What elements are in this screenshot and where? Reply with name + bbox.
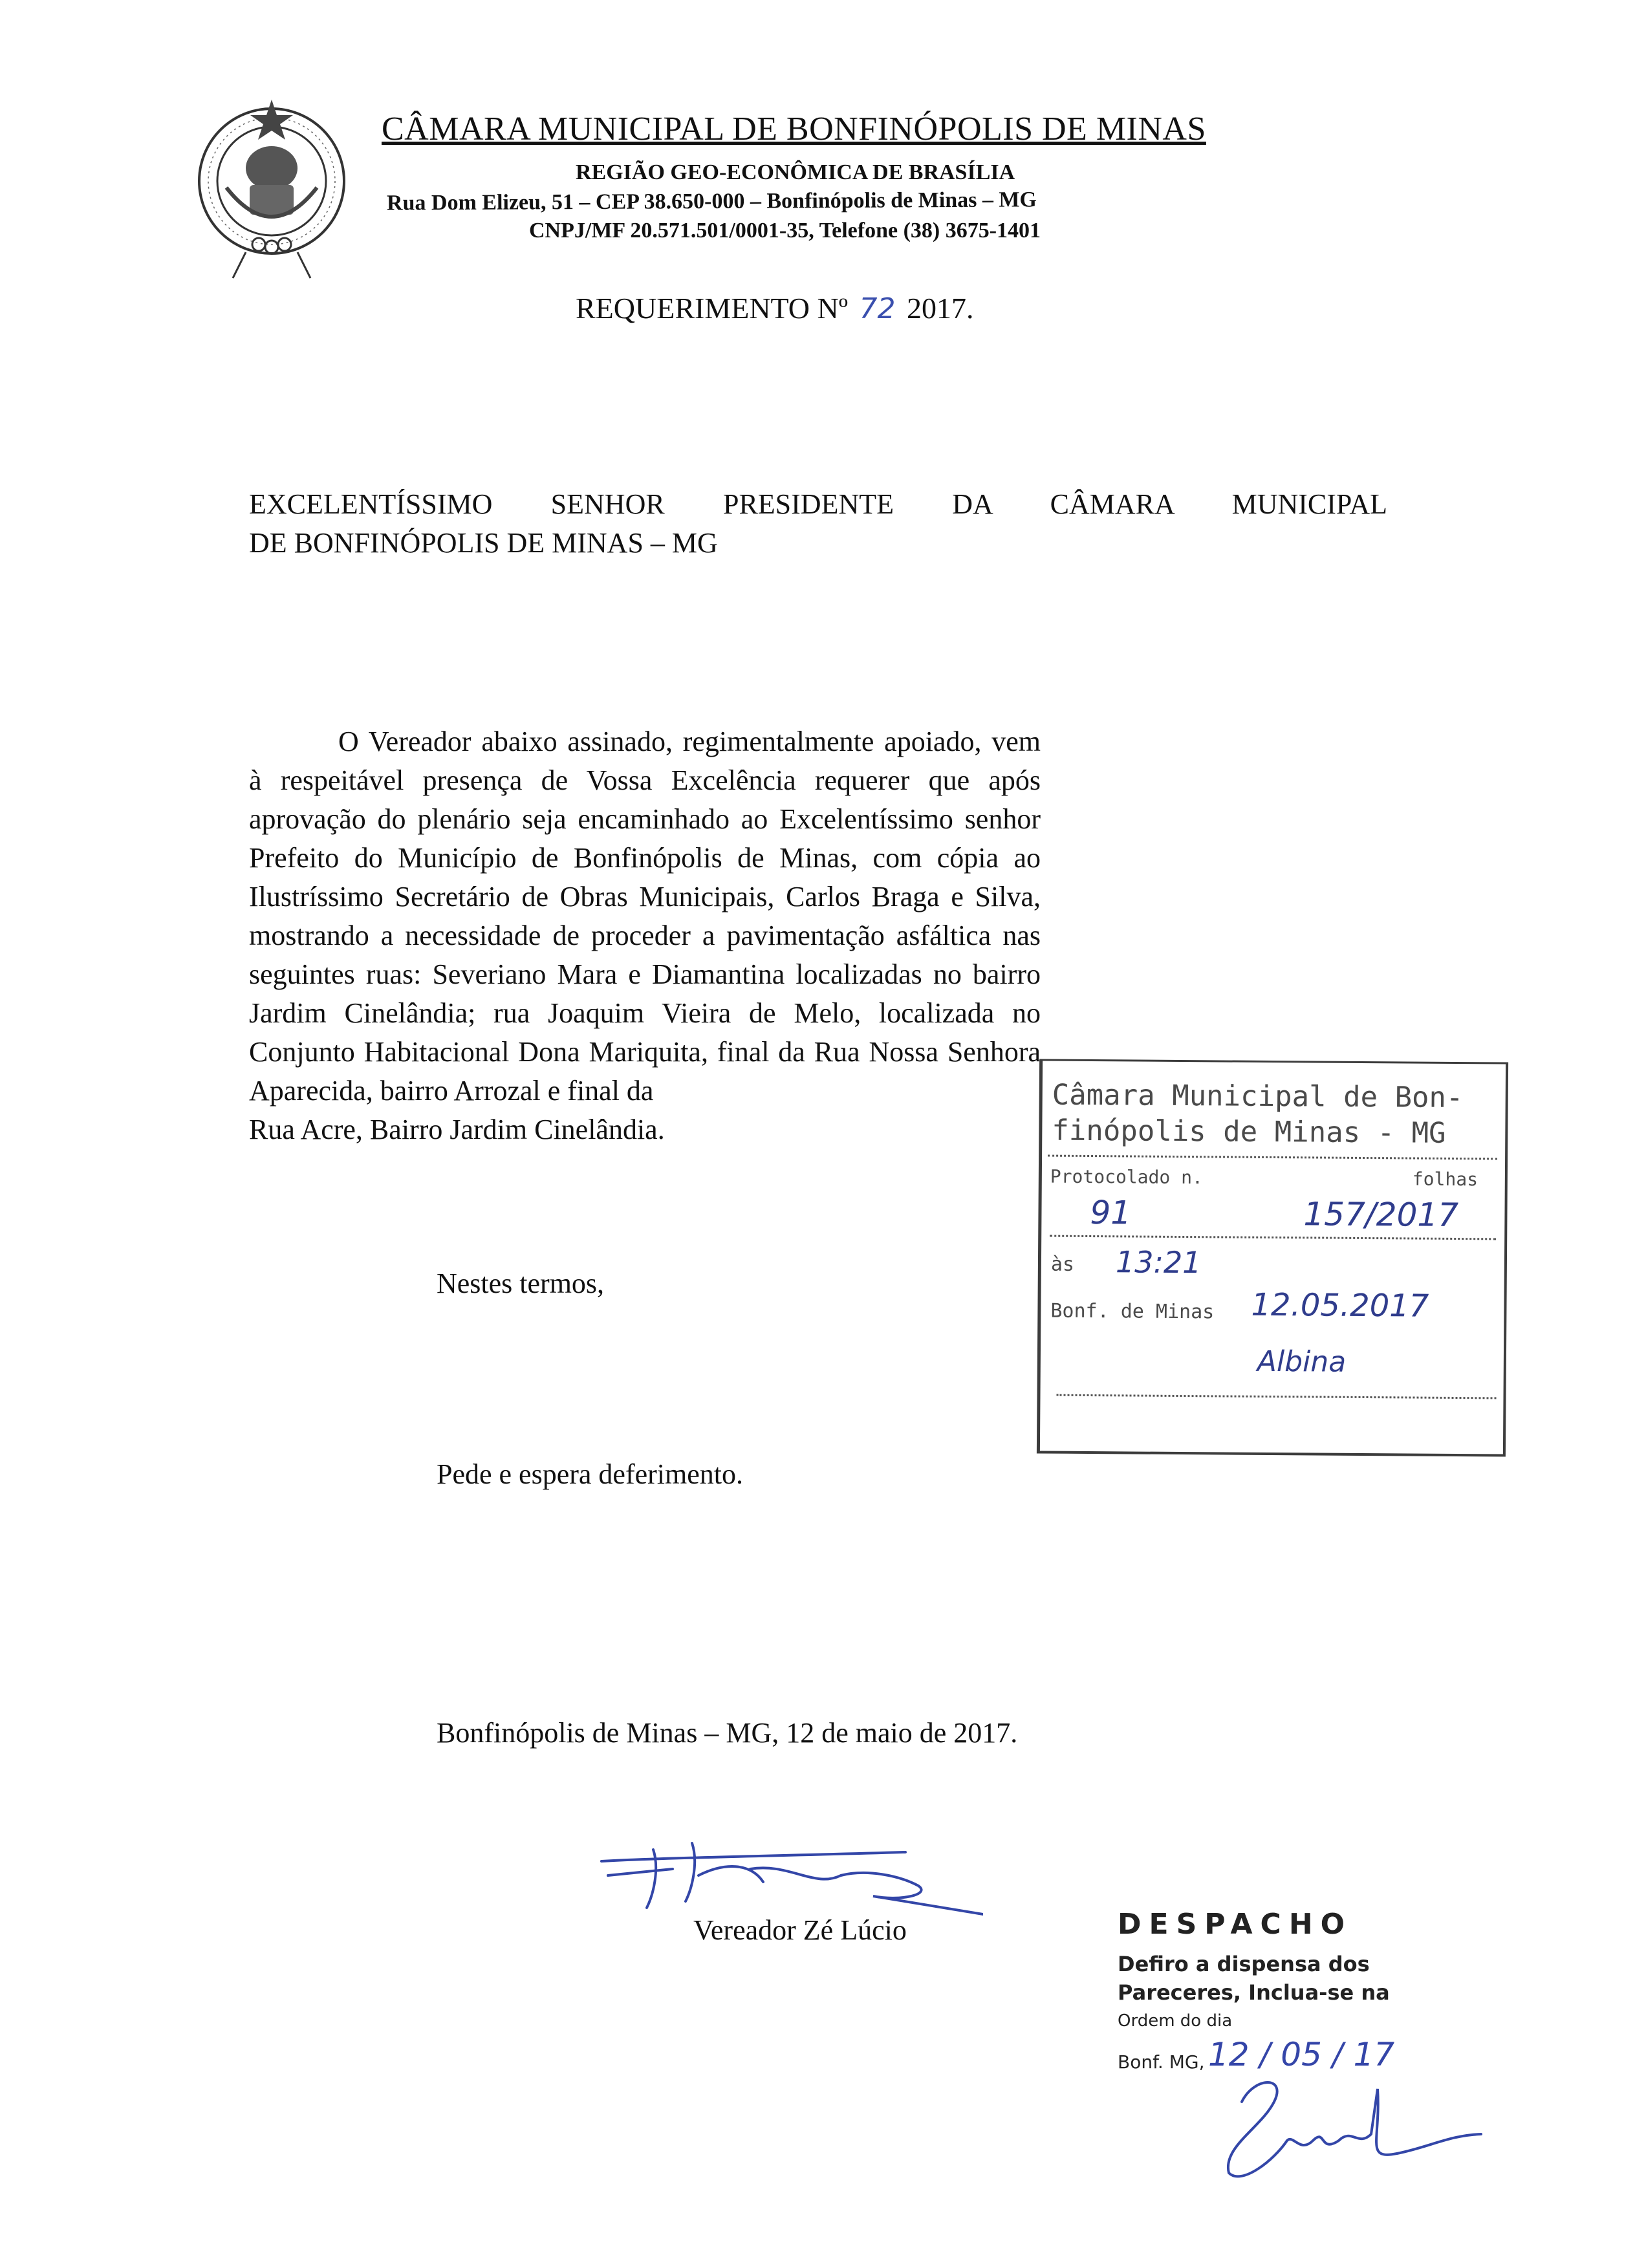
stamp-folhas-label: folhas	[1412, 1168, 1478, 1191]
closing-line-1: Nestes termos,	[437, 1268, 605, 1299]
organization-cnpj-phone: CNPJ/MF 20.571.501/0001-35, Telefone (38) 3675-1401	[529, 219, 1041, 243]
protocol-stamp	[1037, 1059, 1508, 1456]
stamp-pages: 157/2017	[1303, 1195, 1459, 1235]
addressee-line-2: DE BONFINÓPOLIS DE MINAS – MG	[249, 527, 718, 559]
despacho-date-label: Bonf. MG,	[1118, 2051, 1205, 2073]
request-number: 72	[859, 292, 896, 325]
organization-name: CÂMARA MUNICIPAL DE BONFINÓPOLIS DE MINAS	[382, 111, 1206, 147]
closing-line-2: Pede e espera deferimento.	[437, 1458, 743, 1490]
petition-last-line: Rua Acre, Bairro Jardim Cinelândia.	[249, 1114, 665, 1145]
stamp-protocol-label: Protocolado n.	[1050, 1165, 1203, 1189]
organization-address: Rua Dom Elizeu, 51 – CEP 38.650-000 – Bonfinópolis de Minas – MG	[386, 188, 1037, 215]
signer-name: Vereador Zé Lúcio	[693, 1914, 907, 1946]
despacho-title: DESPACHO	[1118, 1908, 1353, 1941]
stamp-protocol-number: 91	[1090, 1194, 1132, 1232]
addressee-line-1: EXCELENTÍSSIMO SENHOR PRESIDENTE DA CÂMARA MUNICIPAL	[249, 488, 1387, 520]
title-prefix: REQUERIMENTO Nº	[576, 292, 849, 325]
despacho-signature	[1216, 2063, 1488, 2192]
despacho-line-3: Ordem do dia	[1118, 2011, 1233, 2031]
organization-region: REGIÃO GEO-ECONÔMICA DE BRASÍLIA	[576, 160, 1015, 184]
signer-signature	[595, 1824, 983, 1921]
stamp-date: 12.05.2017	[1251, 1286, 1429, 1324]
despacho-line-2: Pareceres, Inclua-se na	[1118, 1980, 1390, 2005]
petition-paragraph	[249, 722, 1041, 1149]
document-title	[576, 291, 974, 325]
stamp-time-label: às	[1050, 1253, 1075, 1276]
petition-text: O Vereador abaixo assinado, regimentalmente apoiado, vem à respeitável presença de Vossa Excelência requerer que após aprovação do plenário seja encaminhado ao Excelentíssimo senhor Prefeito do Município de Bonfinópolis de Minas, com cópia ao Ilustríssimo Secretário de Obras Municipais, Carlos Braga e Silva, mostrando a necessidade de proceder a pavimentação asfáltica nas seguintes ruas: Severiano Mara e Diamantina localizadas no bairro Jardim Cinelândia; rua Joaquim Vieira de Melo, localizada no Conjunto Habitacional Dona Mariquita, final da Rua Nossa Senhora Aparecida, bairro Arrozal e final da	[249, 726, 1041, 1107]
stamp-date-label: Bonf. de Minas	[1050, 1299, 1215, 1324]
stamp-line-1: Câmara Municipal de Bon-	[1052, 1078, 1464, 1115]
stamp-line-2: finópolis de Minas - MG	[1052, 1114, 1446, 1150]
despacho-line-1: Defiro a dispensa dos	[1118, 1952, 1370, 1976]
place-and-date: Bonfinópolis de Minas – MG, 12 de maio de 2017.	[437, 1717, 1018, 1749]
despacho-date: 12 / 05 / 17	[1208, 2036, 1395, 2073]
stamp-initials: Albina	[1257, 1345, 1347, 1379]
stamp-time: 13:21	[1115, 1244, 1202, 1280]
title-year: 2017.	[907, 292, 974, 325]
municipal-seal-logo	[181, 91, 362, 285]
